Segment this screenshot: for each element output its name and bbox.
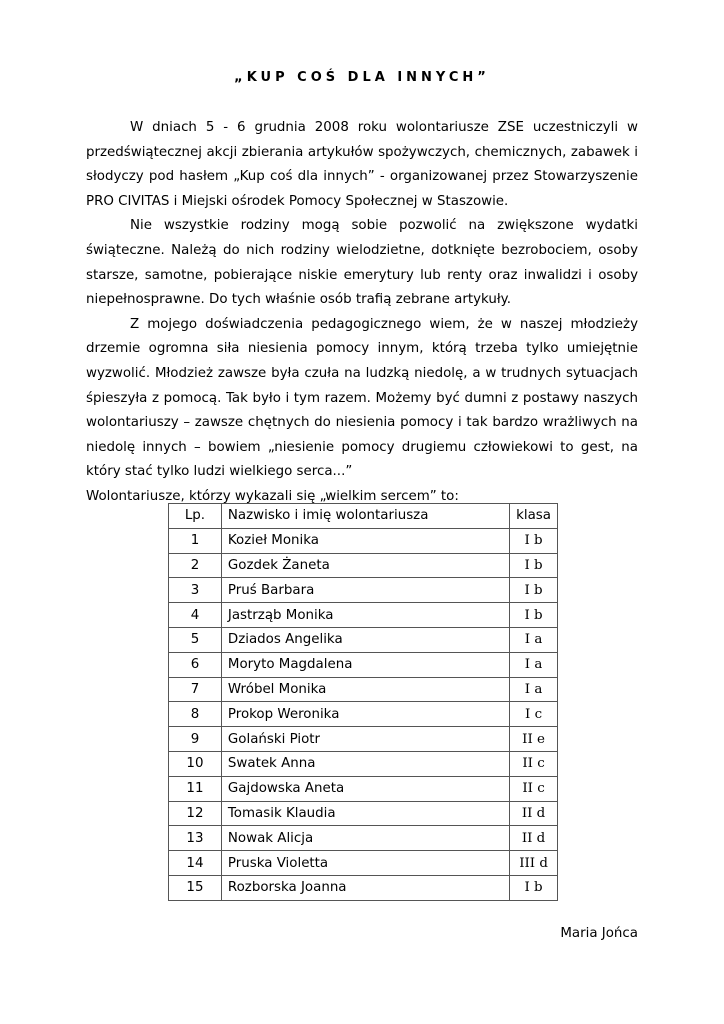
row-name: Kozieł Monika xyxy=(221,528,509,553)
table-row xyxy=(169,801,558,826)
row-lp: 4 xyxy=(169,603,222,628)
row-class: I a xyxy=(510,677,558,702)
row-class: I a xyxy=(510,627,558,652)
row-lp: 5 xyxy=(169,627,222,652)
row-lp: 1 xyxy=(169,528,222,553)
row-class: II d xyxy=(510,801,558,826)
row-lp: 9 xyxy=(169,727,222,752)
row-class: I b xyxy=(510,528,558,553)
table-row xyxy=(169,702,558,727)
row-name: Rozborska Joanna xyxy=(221,875,509,900)
row-name: Moryto Magdalena xyxy=(221,652,509,677)
row-name: Pruś Barbara xyxy=(221,578,509,603)
table-row xyxy=(169,851,558,876)
row-class: I b xyxy=(510,875,558,900)
row-class: I b xyxy=(510,603,558,628)
table-row xyxy=(169,528,558,553)
header-lp: Lp. xyxy=(169,504,222,529)
row-class: II d xyxy=(510,826,558,851)
table-row xyxy=(169,627,558,652)
document-body xyxy=(86,116,638,510)
table-row xyxy=(169,751,558,776)
row-lp: 13 xyxy=(169,826,222,851)
row-class: I b xyxy=(510,578,558,603)
table-row xyxy=(169,578,558,603)
row-name: Golański Piotr xyxy=(221,727,509,752)
row-name: Dziados Angelika xyxy=(221,627,509,652)
volunteers-intro: Wolontariusze, którzy wykazali się „wielkim sercem” to: xyxy=(86,488,459,504)
row-class: I b xyxy=(510,553,558,578)
table-row xyxy=(169,826,558,851)
row-lp: 3 xyxy=(169,578,222,603)
row-name: Prokop Weronika xyxy=(221,702,509,727)
paragraph: W dniach 5 - 6 grudnia 2008 roku wolontariusze ZSE uczestniczyli w przedświątecznej akcji zbierania artykułów spożywczych, chemicznych, zabawek i słodyczy pod hasłem „Kup coś dla innych” - organizowanej przez Stowarzyszenie PRO CIVITAS i Miejski ośrodek Pomocy Społecznej w Staszowie. xyxy=(86,120,638,209)
row-lp: 15 xyxy=(169,875,222,900)
table-row xyxy=(169,727,558,752)
table-row xyxy=(169,603,558,628)
row-class: III d xyxy=(510,851,558,876)
volunteers-table xyxy=(168,503,558,901)
row-lp: 7 xyxy=(169,677,222,702)
row-lp: 6 xyxy=(169,652,222,677)
row-name: Gajdowska Aneta xyxy=(221,776,509,801)
row-name: Swatek Anna xyxy=(221,751,509,776)
table-row xyxy=(169,677,558,702)
row-class: I c xyxy=(510,702,558,727)
table-row xyxy=(169,875,558,900)
row-lp: 2 xyxy=(169,553,222,578)
row-lp: 12 xyxy=(169,801,222,826)
row-name: Tomasik Klaudia xyxy=(221,801,509,826)
row-lp: 14 xyxy=(169,851,222,876)
document-title: „KUP COŚ DLA INNYCH” xyxy=(234,70,490,85)
header-name: Nazwisko i imię wolontariusza xyxy=(221,504,509,529)
row-name: Pruska Violetta xyxy=(221,851,509,876)
signature: Maria Jońca xyxy=(560,926,638,941)
row-name: Jastrząb Monika xyxy=(221,603,509,628)
table-header-row xyxy=(169,504,558,529)
row-name: Nowak Alicja xyxy=(221,826,509,851)
row-lp: 8 xyxy=(169,702,222,727)
table-row xyxy=(169,553,558,578)
row-class: II c xyxy=(510,751,558,776)
row-class: I a xyxy=(510,652,558,677)
row-name: Wróbel Monika xyxy=(221,677,509,702)
row-lp: 10 xyxy=(169,751,222,776)
table-row xyxy=(169,776,558,801)
header-class: klasa xyxy=(510,504,558,529)
paragraph: Z mojego doświadczenia pedagogicznego wiem, że w naszej młodzieży drzemie ogromna siła niesienia pomocy innym, którą trzeba tylko umiejętnie wyzwolić. Młodzież zawsze była czuła na ludzką niedolę, a w trudnych sytuacjach śpieszyła z pomocą. Tak było i tym razem. Możemy być dumni z postawy naszych wolontariuszy – zawsze chętnych do niesienia pomocy i tak bardzo wrażliwych na niedolę innych – bowiem „niesienie pomocy drugiemu człowiekowi to gest, na który stać tylko ludzi wielkiego serca...” xyxy=(86,316,638,480)
row-name: Gozdek Żaneta xyxy=(221,553,509,578)
row-class: II e xyxy=(510,727,558,752)
row-class: II c xyxy=(510,776,558,801)
row-lp: 11 xyxy=(169,776,222,801)
table-row xyxy=(169,652,558,677)
paragraph: Nie wszystkie rodziny mogą sobie pozwolić na zwiększone wydatki świąteczne. Należą do nich rodziny wielodzietne, dotknięte bezrobociem, osoby starsze, samotne, pobierające niskie emerytury lub renty oraz inwalidzi i osoby niepełnosprawne. Do tych właśnie osób trafią zebrane artykuły. xyxy=(86,218,638,308)
